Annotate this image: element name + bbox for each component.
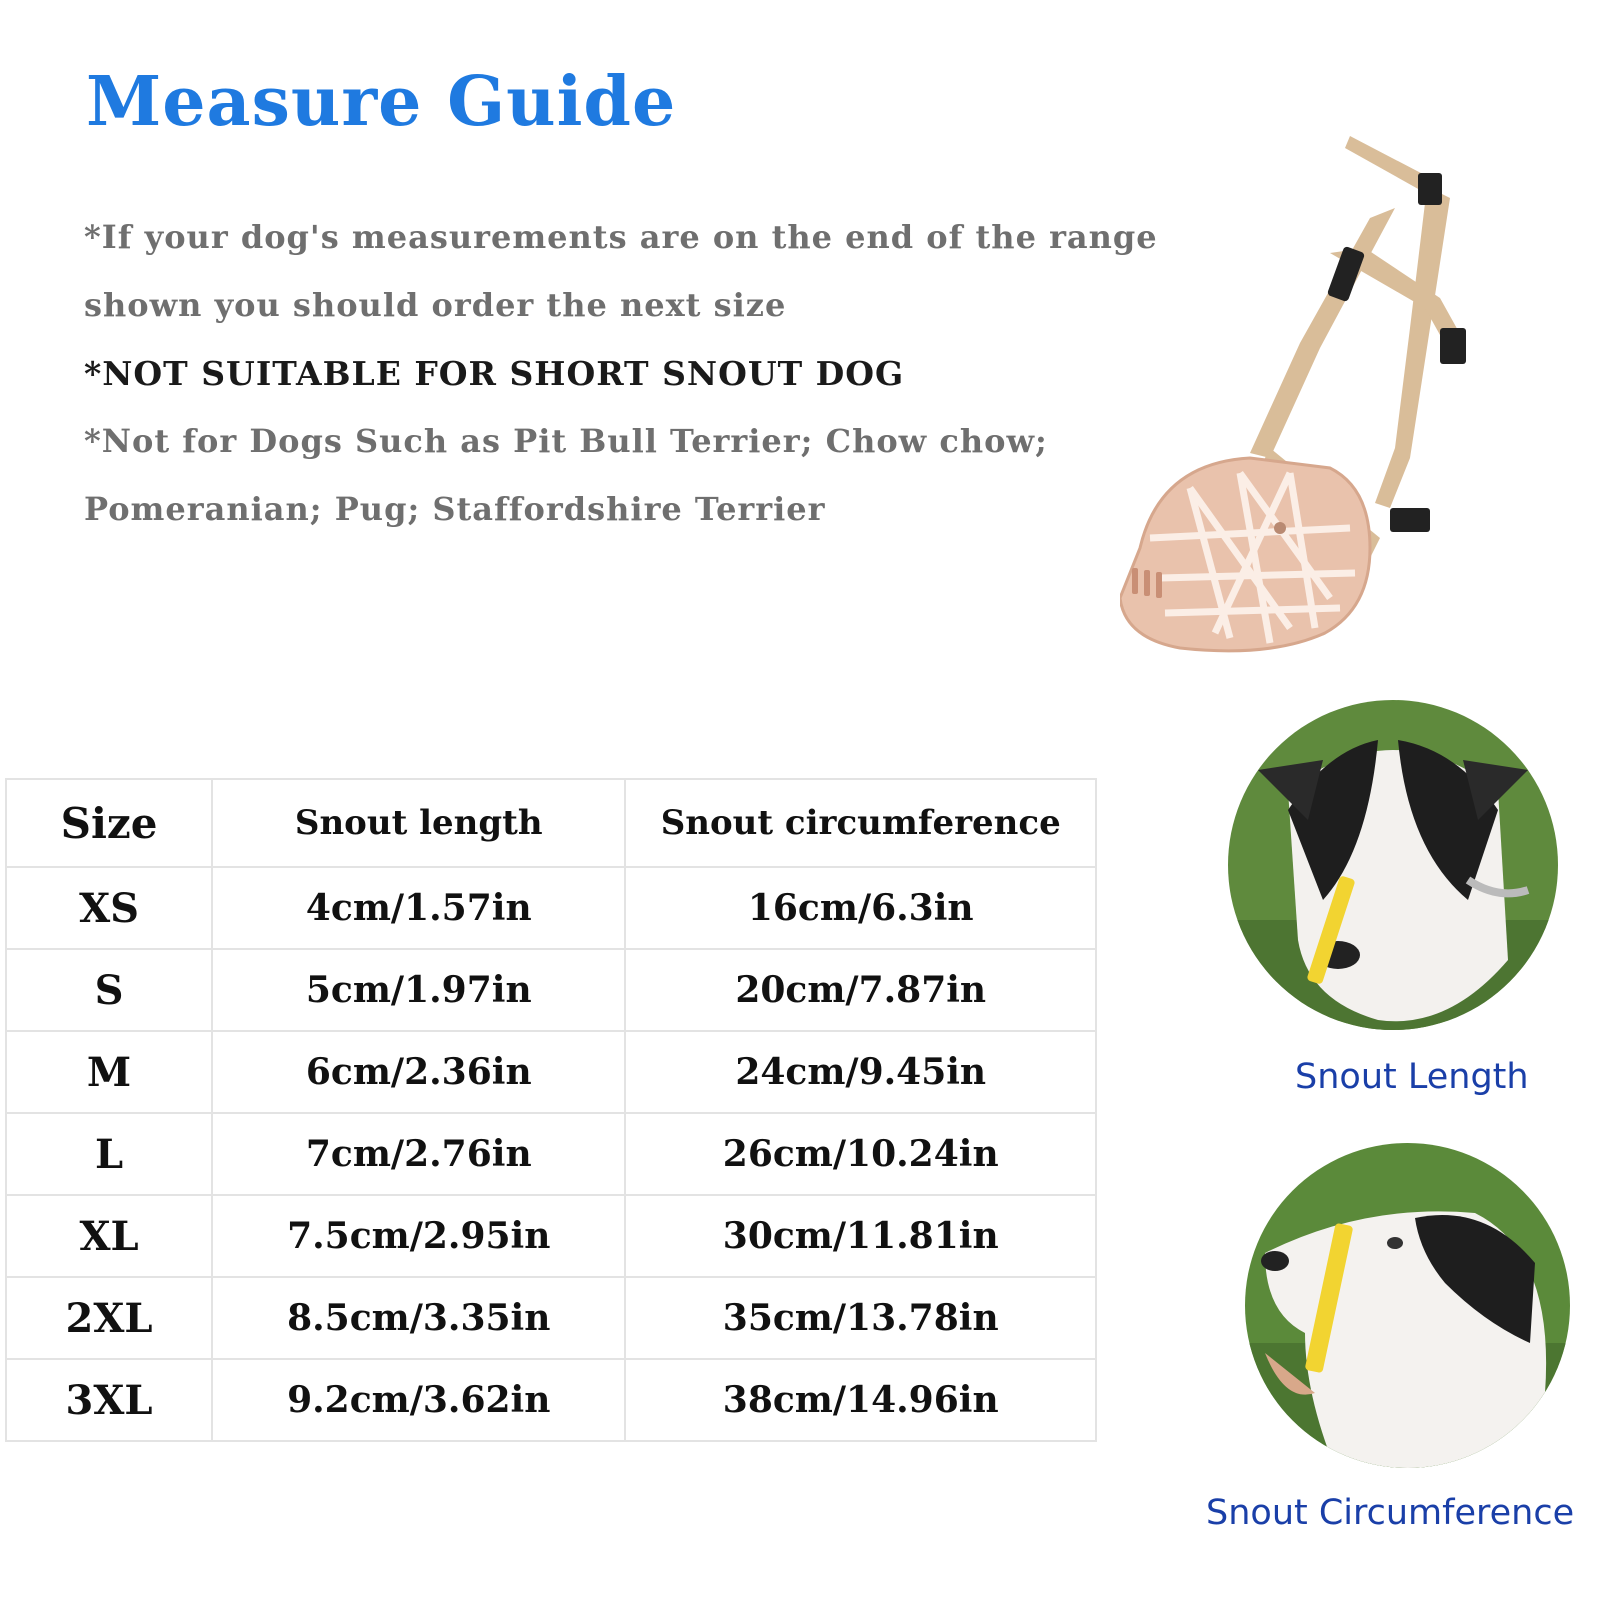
snout-circumference-cell: 20cm/7.87in	[625, 949, 1096, 1031]
size-cell: XS	[6, 867, 212, 949]
table-row	[6, 1113, 1096, 1195]
size-cell: S	[6, 949, 212, 1031]
table-row	[6, 867, 1096, 949]
header-size: Size	[6, 779, 212, 867]
note-line-2: shown you should order the next size	[84, 286, 787, 324]
snout-length-cell: 7.5cm/2.95in	[212, 1195, 625, 1277]
header-snout-length: Snout length	[212, 779, 625, 867]
header-snout-circumference: Snout circumference	[625, 779, 1096, 867]
snout-length-cell: 4cm/1.57in	[212, 867, 625, 949]
snout-circumference-cell: 16cm/6.3in	[625, 867, 1096, 949]
caption-snout-circumference: Snout Circumference	[1206, 1493, 1575, 1533]
snout-length-cell: 7cm/2.76in	[212, 1113, 625, 1195]
muzzle-product-image	[1120, 128, 1520, 678]
table-row	[6, 1195, 1096, 1277]
snout-length-photo	[1228, 700, 1558, 1030]
note-line-5: Pomeranian; Pug; Staffordshire Terrier	[84, 490, 826, 528]
note-line-1: *If your dog's measurements are on the end of the range	[84, 218, 1158, 256]
page-title: Measure Guide	[86, 62, 677, 142]
snout-circumference-cell: 35cm/13.78in	[625, 1277, 1096, 1359]
size-chart-table	[5, 778, 1097, 1442]
snout-circumference-cell: 30cm/11.81in	[625, 1195, 1096, 1277]
snout-length-cell: 8.5cm/3.35in	[212, 1277, 625, 1359]
snout-length-cell: 9.2cm/3.62in	[212, 1359, 625, 1441]
snout-length-cell: 5cm/1.97in	[212, 949, 625, 1031]
snout-circumference-cell: 38cm/14.96in	[625, 1359, 1096, 1441]
table-header-row	[6, 779, 1096, 867]
table-row	[6, 949, 1096, 1031]
table-row	[6, 1031, 1096, 1113]
table-row	[6, 1277, 1096, 1359]
size-cell: 2XL	[6, 1277, 212, 1359]
table-row	[6, 1359, 1096, 1441]
warning-short-snout: *NOT SUITABLE FOR SHORT SNOUT DOG	[84, 354, 905, 393]
snout-circumference-photo	[1245, 1143, 1570, 1468]
size-cell: M	[6, 1031, 212, 1113]
size-cell: XL	[6, 1195, 212, 1277]
snout-circumference-cell: 24cm/9.45in	[625, 1031, 1096, 1113]
size-cell: L	[6, 1113, 212, 1195]
snout-circumference-cell: 26cm/10.24in	[625, 1113, 1096, 1195]
snout-length-cell: 6cm/2.36in	[212, 1031, 625, 1113]
caption-snout-length: Snout Length	[1295, 1057, 1529, 1097]
size-cell: 3XL	[6, 1359, 212, 1441]
note-line-4: *Not for Dogs Such as Pit Bull Terrier; Chow chow;	[84, 422, 1048, 460]
